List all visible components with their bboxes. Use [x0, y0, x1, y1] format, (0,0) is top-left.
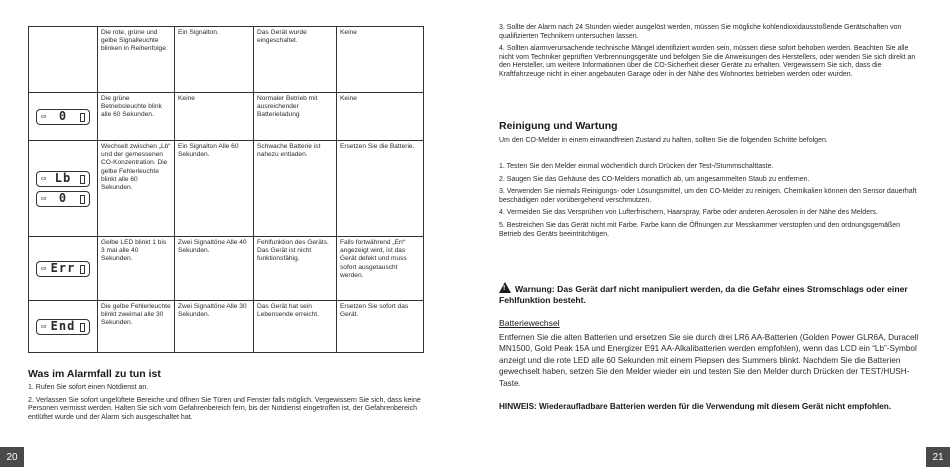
lcd-display-icon: co 0 [36, 191, 90, 207]
alarm-heading: Was im Alarmfall zu tun ist [28, 368, 161, 380]
list-item: 3. Sollte der Alarm nach 24 Stunden wieder ausgelöst werden, müssen Sie mögliche kohlendioxidausstoßende Gerätschaften von qualifizierten Technikern untersuchen lassen. [499, 24, 902, 40]
battery-icon [80, 323, 85, 332]
table-row [29, 141, 424, 237]
list-item: 2. Verlassen Sie sofort ungelüftete Bereiche und öffnen Sie Türen und Fenster falls möglich. Vergewissern Sie sich, dass keine Personen vermisst werden. Halten Sie sich vom Gefahrenbereich fern, bis der Notdienst eingetroffen ist, der Gefahrenbereich entlüftet wurde und der Alarm sich ausgeschaltet hat. [28, 396, 421, 421]
table-cell: Keine [337, 27, 424, 93]
table-cell: Die rote, grüne und gelbe Signalleuchte blinken in Reihenfolge. [98, 27, 175, 93]
battery-text: Entfernen Sie die alten Batterien und ersetzen Sie sie durch drei LR6 AA-Batterien (Golden Power GLR6A, Duracell MN1500, Gold Peak 15A und Energizer E91 AA-Alkalibatterien werden empfohlen), wenn das LCD ein “Lb”-Symbol anzeigt und die rote LED alle 60 Sekunden mit einem Piepsen des Summers blinkt. Nachdem Sie die Batterien gewechselt haben, setzen Sie den Melder wieder ein und testen Sie den Melder durch Drücken der TEST/HUSH-Taste. [499, 333, 919, 388]
table-row [29, 301, 424, 353]
maintenance-steps-list [499, 163, 919, 243]
warning-notice: !Warnung: Das Gerät darf nicht manipuliert werden, da die Gefahr eines Stromschlags oder einer Fehlfunktion besteht. [499, 282, 919, 305]
list-item: 1. Rufen Sie sofort einen Notdienst an. [28, 384, 149, 391]
maintenance-heading: Reinigung und Wartung [499, 120, 618, 132]
page-number: 21 [926, 447, 950, 467]
table-cell: Ersetzen Sie sofort das Gerät. [337, 301, 424, 353]
table-cell: Keine [337, 93, 424, 141]
table-row [29, 27, 424, 93]
battery-icon [80, 195, 85, 204]
status-table [28, 26, 424, 353]
table-cell: Zwei Signaltöne Alle 40 Sekunden. [175, 237, 254, 301]
display-cell [29, 27, 98, 93]
table-row [29, 237, 424, 301]
table-cell: Das Gerät wurde eingeschaltet. [254, 27, 337, 93]
table-row [29, 93, 424, 141]
display-cell [29, 93, 98, 141]
table-cell: Fehlfunktion des Geräts. Das Gerät ist nicht funktionsfähig. [254, 237, 337, 301]
list-item: 4. Sollten alarmverursachende technische Mängel identifiziert worden sein, müssen diese sofort behoben werden. Beachten Sie alle nicht vom Techniker geprüften Verbrennungsgeräte und befolgen Sie die Anweisungen des Herstellers, oder wenden Sie sich direkt an den Hersteller, um weitere Informationen über die CO-Sicherheit dieser Geräte zu erhalten. Vergewissern Sie sich, dass die Kraftfahrzeuge nicht in einer angebauten Garage oder in der Nähe des Wohnortes betrieben werden oder wurden. [499, 45, 916, 78]
alarm-steps-list [28, 384, 438, 426]
page-number: 20 [0, 447, 24, 467]
table-cell: Die grüne Betriebsleuchte blink alle 60 Sekunden. [98, 93, 175, 141]
table-cell: Ein Signalton Alle 60 Sekunden. [175, 141, 254, 237]
list-item: 2. Saugen Sie das Gehäuse des CO-Melders monatlich ab, um angesammelten Staub zu entfernen. [499, 175, 810, 183]
lcd-display-icon: co End [36, 319, 90, 335]
maintenance-intro: Um den CO-Melder in einem einwandfreien Zustand zu halten, sollten Sie die folgenden Schritte befolgen. [499, 137, 828, 144]
table-cell: Normaler Betrieb mit ausreichender Batterieladung [254, 93, 337, 141]
lcd-display-icon: co Lb [36, 171, 90, 187]
list-item: 1. Testen Sie den Melder einmal wöchentlich durch Drücken der Test-/Stummschalttaste. [499, 163, 774, 170]
table-cell: Ersetzen Sie die Batterie. [337, 141, 424, 237]
display-cell [29, 237, 98, 301]
alarm-steps-continued [499, 24, 919, 84]
battery-icon [80, 113, 85, 122]
list-item: 3. Verwenden Sie niemals Reinigungs- oder Lösungsmittel, um den CO-Melder zu reinigen. Chemikalien können den Sensor dauerhaft beschädigen oder vorübergehend verschmutzen. [499, 188, 917, 204]
table-cell: Das Gerät hat sein Lebensende erreicht. [254, 301, 337, 353]
table-cell: Keine [175, 93, 254, 141]
table-cell: Falls fortwährend „Err“ angezeigt wird, ist das Gerät defekt und muss sofort ausgetauscht werden. [337, 237, 424, 301]
list-item: 4. Vermeiden Sie das Versprühen von Lufterfrischern, Haarspray, Farbe oder anderen Aerosolen in der Nähe des Melders. [499, 209, 878, 217]
display-cell [29, 141, 98, 237]
table-cell: Die gelbe Fehlerleuchte blinkt zweimal alle 30 Sekunden. [98, 301, 175, 353]
lcd-display-icon: co 0 [36, 109, 90, 125]
battery-icon [80, 265, 85, 274]
table-cell: Gelbe LED blinkt 1 bis 3 mal alle 40 Sekunden. [98, 237, 175, 301]
table-cell: Schwache Batterie ist nahezu entladen. [254, 141, 337, 237]
lcd-display-icon: co Err [36, 261, 90, 277]
table-cell: Ein Signalton. [175, 27, 254, 93]
display-cell [29, 301, 98, 353]
warning-icon [499, 282, 511, 293]
right-page [475, 0, 950, 475]
list-item: 5. Bestreichen Sie das Gerät nicht mit Farbe. Farbe kann die Öffnungen zur Messkammer verstopfen und den ordnungsgemäßen Betrieb des Geräts beeinträchtigen. [499, 221, 901, 238]
table-cell: Zwei Signaltöne Alle 30 Sekunden. [175, 301, 254, 353]
battery-hint: HINWEIS: Wiederaufladbare Batterien werden für die Verwendung mit diesem Gerät nicht empfohlen. [499, 402, 892, 411]
battery-subheading: Batteriewechsel [499, 318, 560, 328]
battery-icon [80, 175, 85, 184]
table-cell: Wechselt zwischen „Lb“ und der gemessenen CO-Konzentration. Die gelbe Fehlerleuchte blinkt alle 60 Sekunden. [98, 141, 175, 237]
